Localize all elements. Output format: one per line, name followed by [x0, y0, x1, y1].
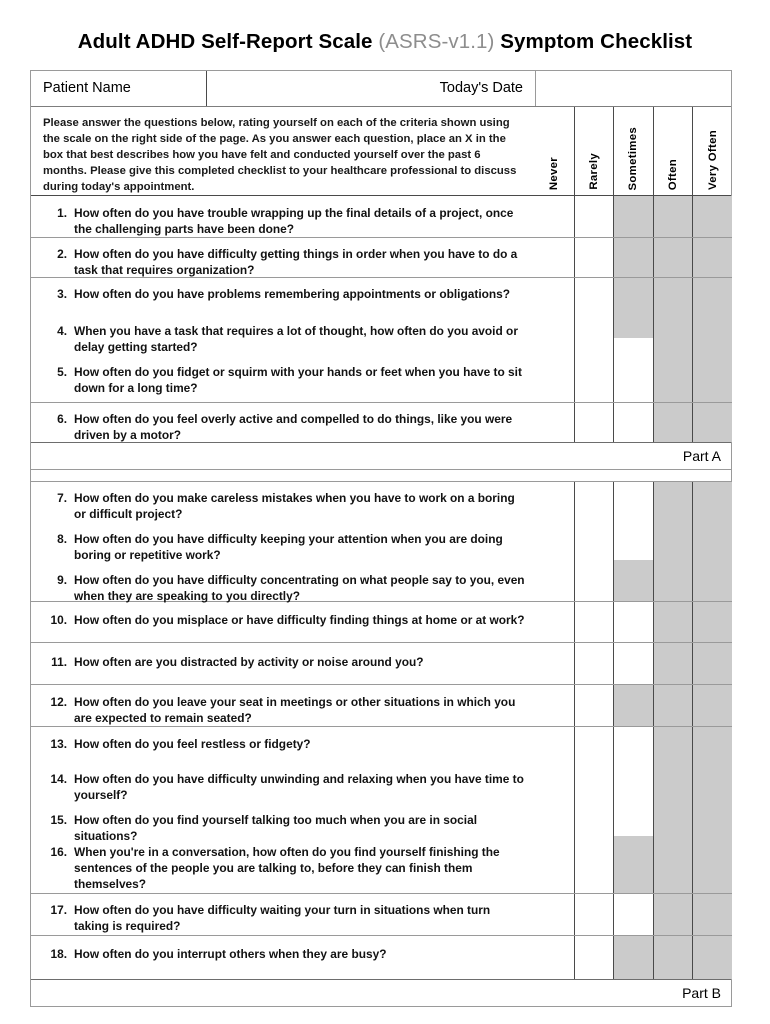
question-10-text: How often do you misplace or have difficulty finding things at home or at work?: [74, 613, 525, 627]
question-18-number: 18.: [50, 947, 67, 961]
answer-cell-q5-often[interactable]: [654, 361, 693, 402]
question-17-number: 17.: [50, 903, 67, 917]
question-1-number: 1.: [57, 206, 67, 220]
scale-header-rarely-label: Rarely: [587, 153, 600, 190]
question-5: [45, 364, 527, 396]
question-8-text: How often do you have difficulty keeping your attention when you are doing boring or repetitive work?: [74, 532, 503, 563]
question-7-text: How often do you make careless mistakes when you have to work on a boring or difficult project?: [74, 491, 515, 522]
answer-cell-q5-rarely[interactable]: [575, 361, 614, 402]
answer-cell-q16-often[interactable]: [654, 836, 693, 893]
answer-grid-6: [535, 403, 732, 442]
answer-cell-q18-very-often[interactable]: [692, 936, 732, 979]
answer-cell-q8-often[interactable]: [654, 523, 693, 564]
answer-grid-11: [535, 643, 732, 684]
part-a-band: [31, 443, 731, 470]
answer-cell-q5-sometimes[interactable]: [614, 361, 653, 402]
answer-column-very-often-q345: [692, 278, 732, 402]
question-block-11: [31, 643, 731, 685]
answer-column-never-q345: [535, 278, 574, 402]
answer-cell-q6-sometimes[interactable]: [613, 403, 653, 442]
scale-header-very-often-label: Very Often: [706, 130, 719, 190]
answer-column-often-q13-16: [653, 727, 693, 893]
answer-cell-q10-sometimes[interactable]: [613, 602, 653, 642]
answer-grid-2: [535, 238, 732, 277]
answer-column-very-often-q789: [692, 482, 732, 601]
question-4: [45, 323, 527, 355]
question-6: [45, 411, 527, 443]
question-3-number: 3.: [57, 287, 67, 301]
answer-cell-q13-very-often[interactable]: [693, 727, 732, 763]
question-text-cell-13-16: [31, 727, 535, 893]
question-12: [45, 694, 527, 726]
question-text-cell-11: [31, 643, 535, 684]
answer-cell-q9-rarely[interactable]: [575, 564, 614, 601]
answer-cell-q3-rarely[interactable]: [575, 278, 614, 318]
answer-cell-q9-very-often[interactable]: [693, 564, 732, 601]
answer-cell-q10-often[interactable]: [653, 602, 693, 642]
answer-cell-q8-rarely[interactable]: [575, 523, 614, 564]
answer-cell-q7-very-often[interactable]: [693, 482, 732, 523]
answer-cell-q15-very-often[interactable]: [693, 804, 732, 836]
answer-cell-q12-often[interactable]: [653, 685, 693, 726]
answer-cell-q2-sometimes[interactable]: [613, 238, 653, 277]
answer-grid-7-8-9: [535, 482, 732, 601]
answer-cell-q17-very-often[interactable]: [692, 894, 732, 935]
answer-cell-q6-very-often[interactable]: [692, 403, 732, 442]
answer-column-sometimes-q13-16: [613, 727, 653, 893]
question-text-cell-17: [31, 894, 535, 935]
question-14-number: 14.: [50, 772, 67, 786]
answer-cell-q5-never[interactable]: [535, 361, 574, 402]
question-text-cell-2: [31, 238, 535, 277]
answer-cell-q16-rarely[interactable]: [575, 836, 614, 893]
answer-cell-q6-often[interactable]: [653, 403, 693, 442]
answer-column-never-q13-16: [535, 727, 574, 893]
answer-cell-q12-rarely[interactable]: [574, 685, 614, 726]
answer-cell-q12-very-often[interactable]: [692, 685, 732, 726]
answer-cell-q18-rarely[interactable]: [574, 936, 614, 979]
answer-cell-q18-often[interactable]: [653, 936, 693, 979]
answer-cell-q15-sometimes[interactable]: [614, 804, 653, 836]
question-13-number: 13.: [50, 737, 67, 751]
question-8: [45, 531, 527, 563]
answer-cell-q14-often[interactable]: [654, 763, 693, 804]
answer-cell-q9-sometimes[interactable]: [614, 560, 653, 601]
answer-cell-q7-often[interactable]: [654, 482, 693, 523]
question-text-cell-12: [31, 685, 535, 726]
question-14: [45, 771, 527, 803]
scale-header-sometimes: [613, 107, 653, 195]
answer-cell-q2-never[interactable]: [535, 238, 574, 277]
answer-cell-q3-sometimes[interactable]: [614, 278, 653, 338]
question-17: [45, 902, 527, 934]
identity-row: [31, 71, 731, 107]
answer-cell-q17-often[interactable]: [653, 894, 693, 935]
answer-cell-q10-very-often[interactable]: [692, 602, 732, 642]
scale-header-often-label: Often: [667, 158, 680, 190]
answer-cell-q3-very-often[interactable]: [693, 278, 732, 318]
question-8-number: 8.: [57, 532, 67, 546]
question-4-text: When you have a task that requires a lot of thought, how often do you avoid or delay getting started?: [74, 324, 518, 355]
question-17-text: How often do you have difficulty waiting your turn in situations when turn taking is required?: [74, 903, 491, 934]
answer-grid-18: [535, 936, 732, 979]
question-text-cell-3-4-5: [31, 278, 535, 402]
answer-cell-q4-never[interactable]: [535, 318, 574, 361]
question-block-2: [31, 238, 731, 278]
question-5-number: 5.: [57, 365, 67, 379]
page-title: [0, 30, 770, 54]
answer-cell-q1-sometimes[interactable]: [613, 196, 653, 237]
answer-grid-13-16: [535, 727, 732, 893]
part-b-label: Part B: [682, 985, 721, 1001]
question-16: [45, 844, 527, 893]
question-11-number: 11.: [51, 655, 67, 669]
question-block-3-4-5: [31, 278, 731, 403]
question-block-7-8-9: [31, 482, 731, 602]
scale-header-group: [535, 107, 732, 195]
answer-cell-q14-very-often[interactable]: [693, 763, 732, 804]
question-16-text: When you're in a conversation, how often do you find yourself finishing the sentences of the people you are talking to, before they can finish them themselves?: [74, 845, 500, 892]
answer-cell-q7-rarely[interactable]: [575, 482, 614, 523]
answer-cell-q14-never[interactable]: [535, 763, 574, 804]
answer-cell-q11-often[interactable]: [653, 643, 693, 684]
answer-cell-q9-never[interactable]: [535, 564, 574, 601]
answer-column-often-q345: [653, 278, 693, 402]
answer-cell-q11-very-often[interactable]: [692, 643, 732, 684]
answer-cell-q13-never[interactable]: [535, 727, 574, 763]
question-7: [45, 490, 527, 522]
question-text-cell-1: [31, 196, 535, 237]
question-12-number: 12.: [50, 695, 67, 709]
answer-grid-3-4-5: [535, 278, 732, 402]
question-18-text: How often do you interrupt others when they are busy?: [74, 947, 387, 961]
answer-grid-1: [535, 196, 732, 237]
page-title-main-second: Symptom Checklist: [494, 30, 693, 53]
answer-cell-q12-sometimes[interactable]: [613, 685, 653, 726]
scale-header-rarely: [574, 107, 614, 195]
answer-cell-q14-rarely[interactable]: [575, 763, 614, 804]
question-text-cell-6: [31, 403, 535, 442]
question-13-text: How often do you feel restless or fidgety?: [74, 737, 311, 751]
answer-cell-q4-sometimes[interactable]: [614, 338, 653, 361]
question-2-text: How often do you have difficulty getting things in order when you have to do a task that requires organization?: [74, 247, 518, 278]
answer-cell-q3-never[interactable]: [535, 278, 574, 318]
answer-cell-q13-rarely[interactable]: [575, 727, 614, 763]
answer-column-rarely-q13-16: [574, 727, 614, 893]
answer-cell-q10-rarely[interactable]: [574, 602, 614, 642]
answer-cell-q18-sometimes[interactable]: [613, 936, 653, 979]
answer-cell-q11-never[interactable]: [535, 643, 574, 684]
question-9-number: 9.: [57, 573, 67, 587]
identity-divider-1: [206, 71, 207, 106]
answer-cell-q13-often[interactable]: [654, 727, 693, 763]
question-6-number: 6.: [57, 412, 67, 426]
answer-cell-q15-rarely[interactable]: [575, 804, 614, 836]
question-10: [45, 612, 527, 628]
answer-cell-q12-never[interactable]: [535, 685, 574, 726]
answer-column-never-q789: [535, 482, 574, 601]
todays-date-label: Today's Date: [439, 80, 523, 96]
answer-cell-q9-often[interactable]: [654, 564, 693, 601]
question-9: [45, 572, 527, 604]
answer-cell-q14-sometimes[interactable]: [614, 763, 653, 804]
question-block-13-16: [31, 727, 731, 894]
scale-header-often: [653, 107, 693, 195]
instructions-row: [31, 107, 731, 196]
question-18: [45, 946, 527, 962]
answer-cell-q6-rarely[interactable]: [574, 403, 614, 442]
question-text-cell-10: [31, 602, 535, 642]
page-title-version: (ASRS-v1.1): [378, 30, 495, 53]
identity-divider-2: [535, 71, 536, 106]
answer-cell-q4-often[interactable]: [654, 318, 693, 361]
answer-grid-10: [535, 602, 732, 642]
question-text-cell-7-8-9: [31, 482, 535, 604]
checklist-table: [30, 70, 732, 1007]
question-5-text: How often do you fidget or squirm with your hands or feet when you have to sit down for a long time?: [74, 365, 522, 396]
question-15: [45, 812, 527, 844]
question-block-1: [31, 196, 731, 238]
question-2-number: 2.: [57, 247, 67, 261]
answer-cell-q11-rarely[interactable]: [574, 643, 614, 684]
question-15-text: How often do you find yourself talking too much when you are in social situations?: [74, 813, 477, 844]
answer-cell-q17-rarely[interactable]: [574, 894, 614, 935]
answer-column-sometimes-q345: [613, 278, 653, 402]
question-11-text: How often are you distracted by activity or noise around you?: [74, 655, 424, 669]
question-3-text: How often do you have problems remembering appointments or obligations?: [74, 287, 511, 301]
answer-cell-q8-never[interactable]: [535, 523, 574, 564]
answer-cell-q1-very-often[interactable]: [692, 196, 732, 237]
patient-name-label: Patient Name: [43, 80, 131, 96]
answer-cell-q1-never[interactable]: [535, 196, 574, 237]
answer-cell-q17-never[interactable]: [535, 894, 574, 935]
answer-cell-q18-never[interactable]: [535, 936, 574, 979]
answer-cell-q10-never[interactable]: [535, 602, 574, 642]
answer-column-often-q789: [653, 482, 693, 601]
answer-column-rarely-q789: [574, 482, 614, 601]
question-11: [45, 654, 527, 670]
answer-cell-q1-often[interactable]: [653, 196, 693, 237]
question-block-10: [31, 602, 731, 643]
question-block-17: [31, 894, 731, 936]
question-2: [45, 246, 527, 278]
scale-header-very-often: [692, 107, 732, 195]
question-1-text: How often do you have trouble wrapping up the final details of a project, once the challenging parts have been done?: [74, 206, 514, 237]
answer-cell-q5-very-often[interactable]: [693, 361, 732, 402]
answer-column-very-often-q13-16: [692, 727, 732, 893]
instructions-text: Please answer the questions below, rating yourself on each of the criteria shown using the scale on the right side of the page. As you answer each question, place an X in the box that best describes how you have felt and conducted yourself over the past 6 months. Please give this completed checklist to your healthcare professional to discuss during today's appointment.: [43, 117, 517, 194]
question-text-cell-18: [31, 936, 535, 979]
answer-cell-q4-rarely[interactable]: [575, 318, 614, 361]
answer-grid-12: [535, 685, 732, 726]
question-block-18: [31, 936, 731, 980]
part-a-spacer: [31, 470, 731, 482]
question-6-text: How often do you feel overly active and compelled to do things, like you were driven by a motor?: [74, 412, 513, 443]
question-16-number: 16.: [50, 845, 67, 859]
answer-cell-q7-sometimes[interactable]: [614, 482, 653, 523]
page-title-main-first: Adult ADHD Self-Report Scale: [77, 30, 379, 53]
question-14-text: How often do you have difficulty unwinding and relaxing when you have time to yourself?: [74, 772, 524, 803]
answer-cell-q16-sometimes[interactable]: [614, 836, 653, 893]
question-block-12: [31, 685, 731, 727]
answer-cell-q2-rarely[interactable]: [574, 238, 614, 277]
answer-cell-q2-often[interactable]: [653, 238, 693, 277]
question-3: [45, 286, 527, 302]
answer-column-sometimes-q789: [613, 482, 653, 601]
question-4-number: 4.: [57, 324, 67, 338]
answer-grid-17: [535, 894, 732, 935]
answer-cell-q8-sometimes[interactable]: [614, 523, 653, 560]
answer-cell-q13-sometimes[interactable]: [614, 727, 653, 763]
part-b-band: [31, 980, 731, 1007]
scale-header-never: [535, 107, 574, 195]
question-13: [45, 736, 527, 752]
answer-cell-q3-often[interactable]: [654, 278, 693, 318]
answer-cell-q7-never[interactable]: [535, 482, 574, 523]
answer-cell-q16-very-often[interactable]: [693, 836, 732, 893]
answer-cell-q11-sometimes[interactable]: [613, 643, 653, 684]
answer-cell-q17-sometimes[interactable]: [613, 894, 653, 935]
scale-header-sometimes-label: Sometimes: [627, 126, 640, 190]
answer-cell-q4-very-often[interactable]: [693, 318, 732, 361]
answer-cell-q15-never[interactable]: [535, 804, 574, 836]
answer-column-rarely-q345: [574, 278, 614, 402]
answer-cell-q6-never[interactable]: [535, 403, 574, 442]
question-9-text: How often do you have difficulty concentrating on what people say to you, even when they are speaking to you directly?: [74, 573, 525, 604]
question-12-text: How often do you leave your seat in meetings or other situations in which you are expected to remain seated?: [74, 695, 516, 726]
question-15-number: 15.: [50, 813, 67, 827]
question-1: [45, 205, 527, 237]
question-10-number: 10.: [50, 613, 67, 627]
answer-cell-q16-never[interactable]: [535, 836, 574, 893]
answer-cell-q2-very-often[interactable]: [692, 238, 732, 277]
question-block-6: [31, 403, 731, 443]
scale-header-never-label: Never: [548, 156, 561, 190]
answer-cell-q1-rarely[interactable]: [574, 196, 614, 237]
part-a-label: Part A: [682, 448, 721, 464]
answer-cell-q8-very-often[interactable]: [693, 523, 732, 564]
question-7-number: 7.: [57, 491, 67, 505]
answer-cell-q15-often[interactable]: [654, 804, 693, 836]
